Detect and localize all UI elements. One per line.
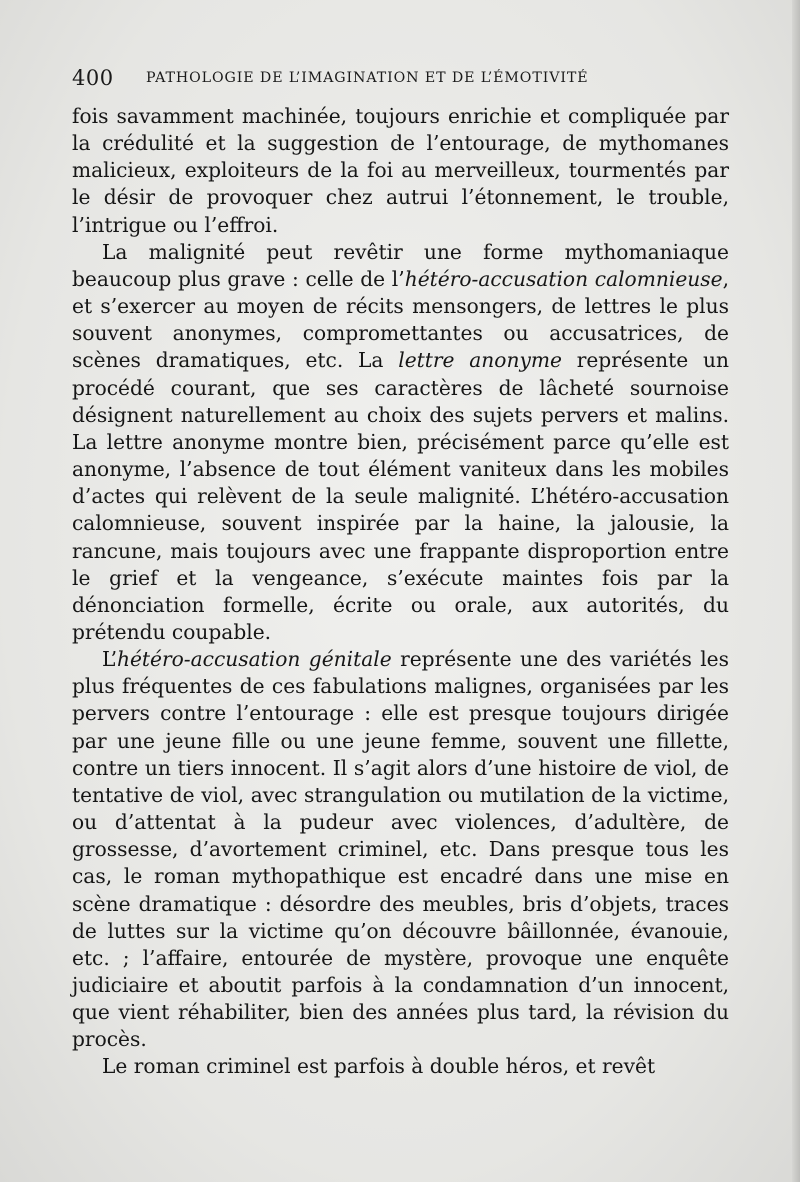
text-segment: fois savamment machinée, toujours enrichie et compliquée par la crédulité et la suggestion de l’entourage, de mythomanes malicieux, exploiteurs de la foi au merveilleux, tourmentés par le désir de provoquer chez autrui l’étonnement, le trouble, l’intrigue ou l’effroi. [72, 104, 729, 237]
paragraph-2 [72, 239, 729, 646]
text-segment: La malignité peut revêtir une forme mythomaniaque beaucoup plus grave : celle de l’ [72, 239, 729, 291]
page-header [72, 64, 732, 94]
page-number: 400 [72, 66, 114, 90]
text-segment: représente un procédé courant, que ses caractères de lâcheté sournoise désignent naturellement au choix des sujets pervers et malins. La lettre anonyme montre bien, précisément parce qu’elle est anonyme, l’absence de tout élément vaniteux dans les mobiles d’actes qui relèvent de la seule malignité. L’hétéro-accusation calomnieuse, souvent inspirée par la haine, la jalousie, la rancune, mais toujours avec une frappante disproportion entre le grief et la vengeance, s’exécute maintes fois par la dénonciation formelle, écrite ou orale, aux autorités, du prétendu coupable. [72, 348, 729, 644]
italic-term: lettre anonyme [398, 348, 562, 373]
text-segment: L’ [102, 647, 117, 672]
italic-term: hétéro-accusation génitale [116, 647, 392, 672]
body-text [72, 103, 729, 1081]
paragraph-1 [72, 103, 729, 239]
running-title: PATHOLOGIE DE L’IMAGINATION ET DE L’ÉMOTIVITÉ [146, 70, 589, 86]
text-segment: Le roman criminel est parfois à double héros, et revêt [102, 1054, 656, 1079]
paragraph-4 [72, 1053, 729, 1080]
text-segment: représente une des variétés les plus fréquentes de ces fabulations malignes, organisées par les pervers contre l’entourage : elle est presque toujours dirigée par une jeune fille ou une jeune femme, souvent une fillette, contre un tiers innocent. Il s’agit alors d’une histoire de viol, de tentative de viol, avec strangulation ou mutilation de la victime, ou d’attentat à la pudeur avec violences, d’adultère, de grossesse, d’avortement criminel, etc. Dans presque tous les cas, le roman mythopathique est encadré dans une mise en scène dramatique : désordre des meubles, bris d’objets, traces de luttes sur la victime qu’on découvre bâillonnée, évanouie, etc. ; l’affaire, entourée de mystère, provoque une enquête judiciaire et aboutit parfois à la condamnation d’un innocent, que vient réhabiliter, bien des années plus tard, la révision du procès. [72, 647, 729, 1052]
page-edge-shadow [792, 0, 800, 1182]
text-segment: , et s’exercer au moyen de récits mensongers, de lettres le plus souvent anonymes, compromettantes ou accusatrices, de scènes dramatiques, etc. La [72, 266, 729, 373]
paragraph-3 [72, 646, 729, 1053]
italic-term: hétéro-accusation calomnieuse [404, 266, 723, 291]
